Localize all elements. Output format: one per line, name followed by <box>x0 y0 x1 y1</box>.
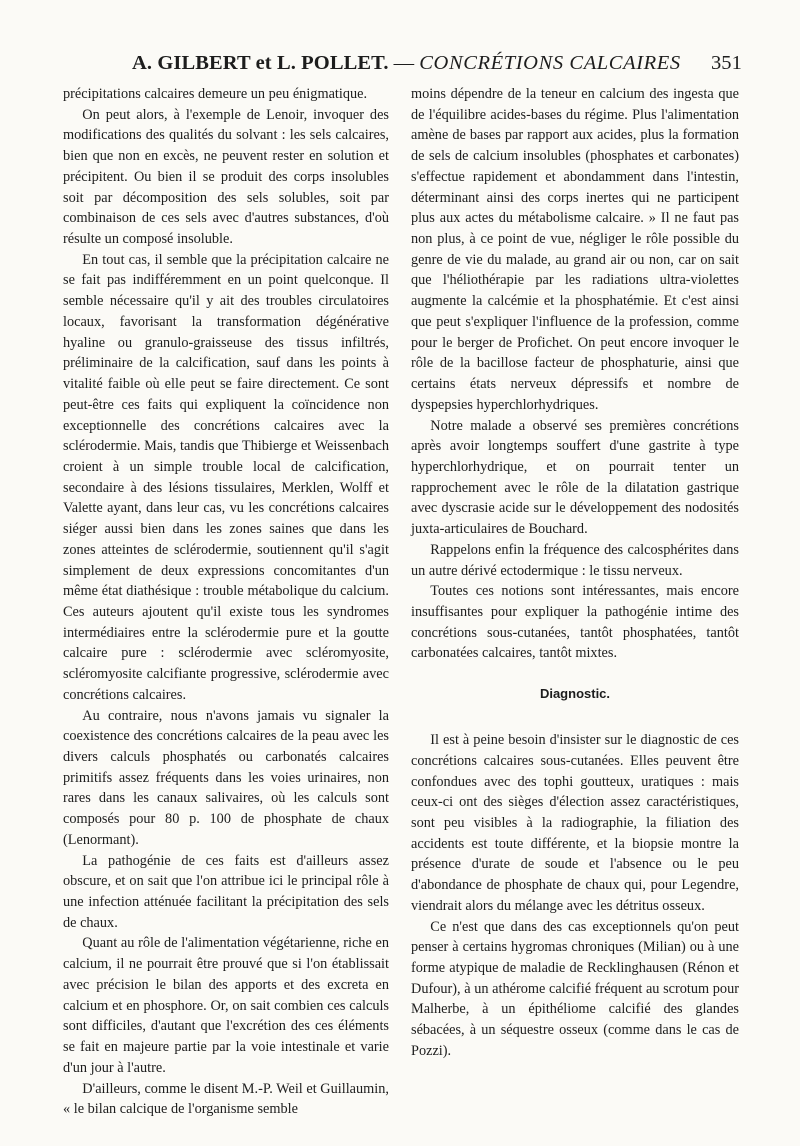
paragraph: précipitations calcaires demeure un peu énigmatique. <box>63 86 368 102</box>
paragraph: Rappelons enfin la fréquence des calcosphérites dans un autre dérivé ectodermique : le tissu nerveux. <box>411 541 739 579</box>
header-authors: A. GILBERT et L. POLLET. <box>132 52 389 74</box>
header-separator: — <box>393 52 415 74</box>
paragraph: Ce n'est que dans des cas exceptionnels qu'on peut penser à certains hygromas chroniques (Milian) ou à une forme atypique de maladie de Recklinghausen (Rénon et Dufour), à un athérome calcifié fréquent au scrotum pour Malherbe, à un épithéliome calcifié des glandes sébacées, à un séquestre osseux (comme dans le cas de Pozzi). <box>411 918 739 1059</box>
header-title: CONCRÉTIONS CALCAIRES <box>419 52 681 74</box>
right-column <box>411 84 739 1062</box>
paragraph: D'ailleurs, comme le disent M.-P. Weil et Guillaumin, « le bilan calcique de l'organisme semble <box>63 1080 389 1118</box>
left-column <box>63 84 389 1120</box>
paragraph: Quant au rôle de l'alimentation végétarienne, riche en calcium, il ne pourrait être prouvé que si l'on établissait avec précision le bilan des apports et des excreta en calcium et en phosphore. Or, on sait combien ces calculs sont difficiles, d'autant que l'excrétion des ces éléments se fait en majeure partie par la voie intestinale et varie d'un jour à l'autre. <box>63 935 389 1076</box>
paragraph: On peut alors, à l'exemple de Lenoir, invoquer des modifications des qualités du solvant : les sels calcaires, bien que non en excès, ne peuvent rester en solution et précipitent. Ou bien il se produit des corps insolubles soit par décomposition des sels solubles, soit par combinaison de ces sels avec d'autres substances, d'où résulte un composé insoluble. <box>63 106 389 248</box>
paragraph: Il est à peine besoin d'insister sur le diagnostic de ces concrétions calcaires sous-cutanées. Elles peuvent être confondues avec des tophi goutteux, uratiques : mais ceux-ci ont des sièges d'élection assez caractéristiques, sont peu visibles à la radiographie, la filiation des accidents est toute différente, et la biopsie montre la présence d'urate de soude et l'absence ou le peu d'abondance de phosphate de chaux qui, pour Legendre, viendrait alors du mélange avec les détritus osseux. <box>411 732 739 914</box>
paragraph: moins dépendre de la teneur en calcium des ingesta que de l'équilibre acides-bases du régime. Plus l'alimentation amène de bases par rapport aux acides, plus la formation de sels de calcium insolubles (phosphates et carbonates) s'effectue rapidement et abondamment dans l'intestin, déterminant ainsi des corps inertes qui ne participent plus aux actes du métabolisme calcaire. » Il ne faut pas non plus, à ce point de vue, négliger le rôle possible du genre de vie du malade, au grand air ou non, car on sait que l'héliothérapie par les radiations ultra-violettes augmente la calcémie et la phosphatémie. Et c'est ainsi que peut s'expliquer l'influence de la profession, comme pour le berger de Profichet. On peut encore invoquer le rôle de la bacillose facteur de phosphaturie, ainsi que certains états nerveux dépressifs et nombre de dyspepsies hyperchlorhydriques. <box>411 86 739 413</box>
paragraph: Au contraire, nous n'avons jamais vu signaler la coexistence des concrétions calcaires de la peau avec les divers calculs phosphatés ou carbonatés calcaires primitifs assez fréquents dans les voies urinaires, non rares dans les canaux salivaires, où les calculs sont composés pour 80 p. 100 de phosphate de chaux (Lenormant). <box>63 707 389 848</box>
paragraph: La pathogénie de ces faits est d'ailleurs assez obscure, et on sait que l'on attribue ici le principal rôle à une infection atténuée facilitant la précipitation des sels de chaux. <box>63 852 389 931</box>
page-number: 351 <box>710 52 742 74</box>
paragraph: Notre malade a observé ses premières concrétions après avoir longtemps souffert d'une gastrite à type hyperchlorhydrique, et on pourrait tenter un rapprochement avec le rôle de la dilatation gastrique avec dyscrasie acide sur le développement des nodosités juxta-articulaires de Bouchard. <box>411 417 739 538</box>
section-heading-diagnostic: Diagnostic. <box>539 686 611 702</box>
paragraph: Toutes ces notions sont intéressantes, mais encore insuffisantes pour expliquer la pathogénie intime des concrétions sous-cutanées, tantôt phosphatées, tantôt carbonatées calcaires, tantôt mixtes. <box>411 583 739 662</box>
paragraph: En tout cas, il semble que la précipitation calcaire ne se fait pas indifféremment en un point quelconque. Il semble nécessaire qu'il y ait des troubles circulatoires locaux, favorisant la transformation dégénérative hyaline ou granulo-graisseuse des tissus infiltrés, préliminaire de la calcification, sauf dans les points à vitalité faible où elle peut se faire directement. Ce sont peut-être ces faits qui expliquent la coïncidence non exceptionnelle des concrétions calcaires avec la sclérodermie. Mais, tandis que Thibierge et Weissenbach croient à un simple trouble local de calcification, secondaire à des lésions tissulaires, Merklen, Wolff et Valette ayant, dans leur cas, vu les concrétions calcaires siéger aussi bien dans les zones saines que dans les zones atteintes de sclérodermie, soutiennent qu'il s'agit simplement de deux expressions concomitantes d'un même état diathésique : trouble métabolique du calcium. Ces auteurs ajoutent qu'il existe tous les syndromes intermédiaires entre la sclérodermie pure et la goutte calcaire pure : sclérodermie avec scléromyosite, scléromyosite calcifiante progressive, sclérodermie avec concrétions calcaires. <box>63 251 389 703</box>
running-header <box>132 52 742 74</box>
